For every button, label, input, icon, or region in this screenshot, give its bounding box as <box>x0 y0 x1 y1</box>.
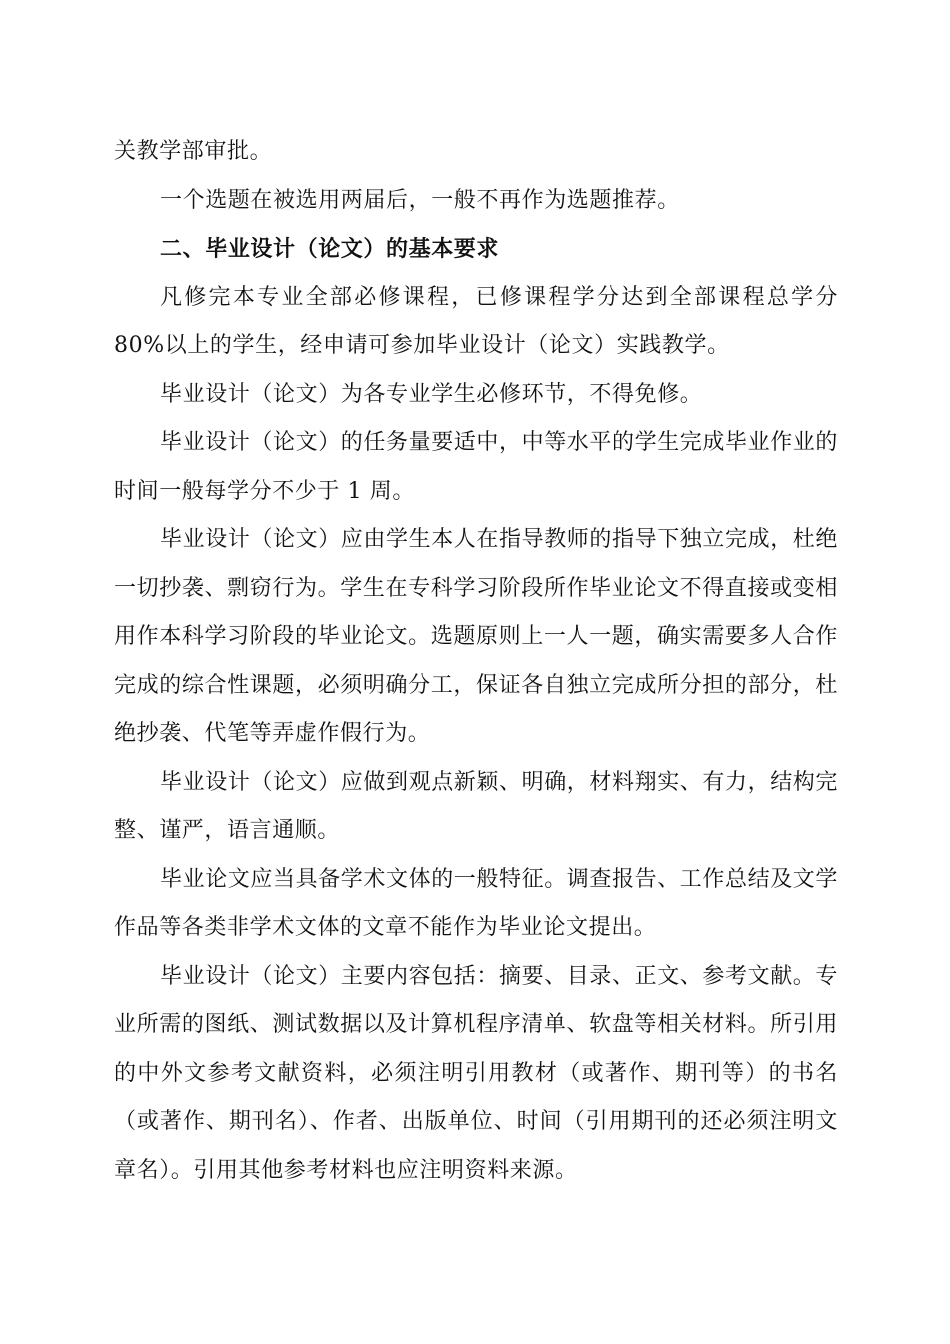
paragraph: 一个选题在被选用两届后，一般不再作为选题推荐。 <box>160 187 680 213</box>
paragraph-continuation: 关教学部审批。 <box>114 139 273 164</box>
document-body <box>114 128 838 1195</box>
paragraph: 毕业论文应当具备学术文体的一般特征。调查报告、工作总结及文学作品等各类非学术文体的文章不能作为毕业论文提出。 <box>114 866 839 940</box>
paragraph: 毕业设计（论文）为各专业学生必修环节，不得免修。 <box>160 381 703 407</box>
paragraph: 毕业设计（论文）的任务量要适中，中等水平的学生完成毕业作业的时间一般每学分不少于 1 周。 <box>114 430 839 504</box>
paragraph: 毕业设计（论文）应做到观点新颖、明确，材料翔实、有力，结构完整、谨严，语言通顺。 <box>114 769 839 843</box>
section-heading: 二、毕业设计（论文）的基本要求 <box>160 236 500 262</box>
paragraph: 凡修完本专业全部必修课程，已修课程学分达到全部课程总学分 80%以上的学生，经申请可参加毕业设计（论文）实践教学。 <box>114 284 838 358</box>
paragraph: 毕业设计（论文）应由学生本人在指导教师的指导下独立完成，杜绝一切抄袭、剽窃行为。学生在专科学习阶段所作毕业论文不得直接或变相用作本科学习阶段的毕业论文。选题原则上一人一题，确实需要多人合作完成的综合性课题，必须明确分工，保证各自独立完成所分担的部分，杜绝抄袭、代笔等弄虚作假行为。 <box>114 527 839 746</box>
paragraph: 毕业设计（论文）主要内容包括：摘要、目录、正文、参考文献。专业所需的图纸、测试数据以及计算机程序清单、软盘等相关材料。所引用的中外文参考文献资料，必须注明引用教材（或著作、期刊等）的书名（或著作、期刊名）、作者、出版单位、时间（引用期刊的还必须注明文章名）。引用其他参考材料也应注明资料来源。 <box>114 963 839 1183</box>
